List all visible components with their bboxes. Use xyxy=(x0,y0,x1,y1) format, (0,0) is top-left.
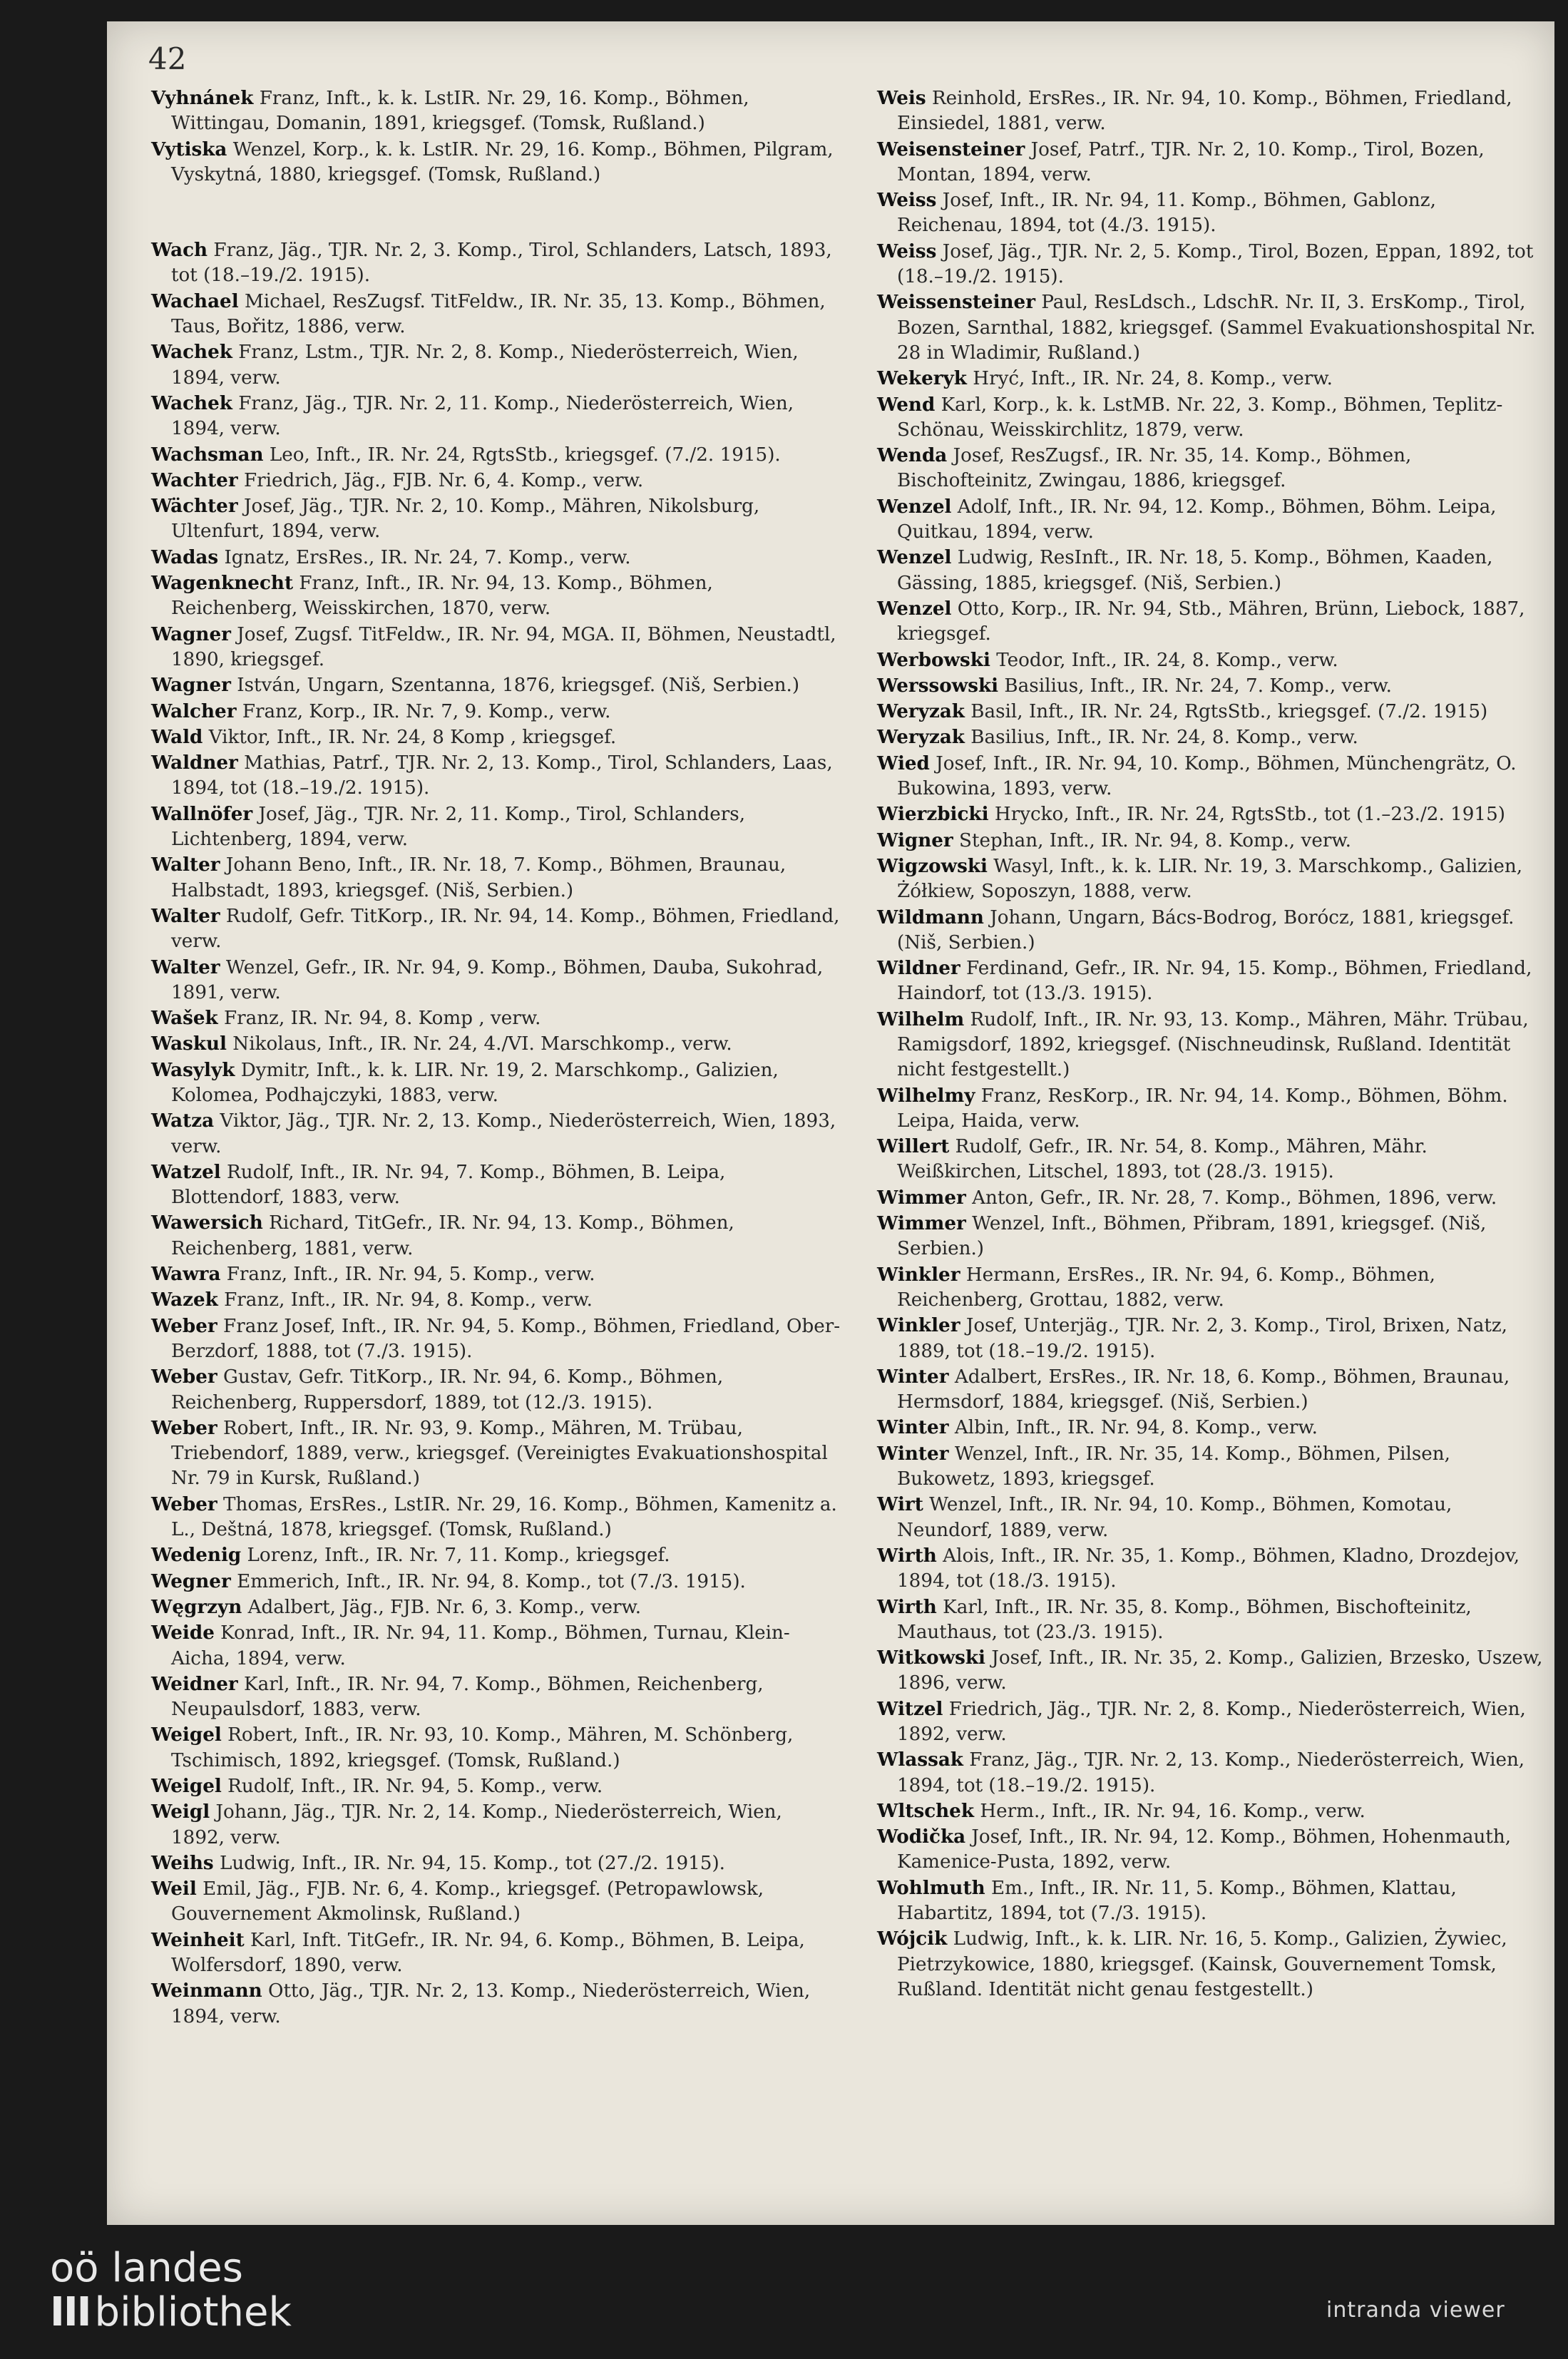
register-entry xyxy=(877,956,1547,1007)
entry-surname: Wenzel xyxy=(877,495,952,518)
entry-surname: Wohlmuth xyxy=(877,1876,985,1899)
entry-surname: Weryzak xyxy=(877,726,965,749)
register-entry xyxy=(877,1007,1547,1083)
entry-details: Anton, Gefr., IR. Nr. 28, 7. Komp., Böhmen, 1896, verw. xyxy=(965,1187,1497,1209)
register-entry xyxy=(151,1569,841,1595)
entry-surname: Wachter xyxy=(151,469,238,491)
entry-surname: Wend xyxy=(877,393,936,416)
entry-details: Franz, Lstm., TJR. Nr. 2, 8. Komp., Niederösterreich, Wien, 1894, verw. xyxy=(171,342,799,389)
entry-surname: Weidner xyxy=(151,1672,238,1695)
entry-surname: Wimmer xyxy=(877,1212,966,1235)
entry-surname: Weissensteiner xyxy=(877,291,1036,314)
register-entry xyxy=(151,1160,841,1211)
section-gap xyxy=(151,188,841,237)
entry-surname: Wenzel xyxy=(877,597,952,620)
entry-details: Alois, Inft., IR. Nr. 35, 1. Komp., Böhmen, Kladno, Drozdejov, 1894, tot (18./3. 1915). xyxy=(897,1545,1520,1592)
register-entry xyxy=(151,955,841,1006)
entry-surname: Weinmann xyxy=(151,1980,262,2002)
register-entry xyxy=(151,442,841,468)
entry-details: Josef, Unterjäg., TJR. Nr. 2, 3. Komp., Tirol, Brixen, Natz, 1889, tot (18.–19./2. 1915). xyxy=(897,1315,1507,1362)
register-entry xyxy=(877,1134,1547,1185)
register-entry xyxy=(151,1314,841,1365)
entry-details: Viktor, Inft., IR. Nr. 24, 8 Komp , kriegsgef. xyxy=(203,726,617,748)
library-logo-word: bibliothek xyxy=(94,2289,292,2335)
entry-details: Ignatz, ErsRes., IR. Nr. 24, 7. Komp., verw. xyxy=(218,546,631,568)
entry-surname: Weis xyxy=(877,87,926,109)
register-entry xyxy=(877,1364,1547,1416)
entry-details: Emil, Jäg., FJB. Nr. 6, 4. Komp., kriegsgef. (Petropawlowsk, Gouvernement Akmolinsk, Rußland.) xyxy=(171,1878,764,1925)
entry-details: Josef, Zugsf. TitFeldw., IR. Nr. 94, MGA. II, Böhmen, Neustadtl, 1890, kriegsgef. xyxy=(171,623,836,670)
entry-details: Franz, Inft., k. k. LstIR. Nr. 29, 16. Komp., Böhmen, Wittingau, Domanin, 1891, kriegsgef. (Tomsk, Rußland.) xyxy=(171,88,749,135)
register-entry xyxy=(151,1774,841,1799)
register-entry xyxy=(151,1851,841,1876)
entry-details: Franz, Inft., IR. Nr. 94, 5. Komp., verw. xyxy=(220,1264,595,1286)
entry-surname: Wirth xyxy=(877,1595,937,1618)
register-entry xyxy=(877,137,1547,188)
entry-details: Rudolf, Inft., IR. Nr. 93, 13. Komp., Mähren, Mähr. Trübau, Ramigsdorf, 1892, kriegsgef. (Nischneudinsk, Rußland. Identität nicht festgestellt.) xyxy=(897,1008,1529,1081)
register-entry xyxy=(151,1876,841,1928)
entry-details: Paul, ResLdsch., LdschR. Nr. II, 3. ErsKomp., Tirol, Bozen, Sarnthal, 1882, kriegsgef. (Sammel Evakuationshospital Nr. 28 in Wladimir, Rußland.) xyxy=(897,292,1536,364)
entry-surname: Wadas xyxy=(151,546,219,568)
entry-details: Michael, ResZugsf. TitFeldw., IR. Nr. 35, 13. Komp., Böhmen, Taus, Bořitz, 1886, verw. xyxy=(171,290,826,338)
register-entry xyxy=(151,852,841,904)
entry-details: Franz, Jäg., TJR. Nr. 2, 13. Komp., Niederösterreich, Wien, 1894, tot (18.–19./2. 1915). xyxy=(897,1749,1525,1796)
entry-details: Basilius, Inft., IR. Nr. 24, 8. Komp., verw. xyxy=(964,727,1358,749)
viewer-label: intranda viewer xyxy=(1326,2298,1505,2323)
entry-details: Wenzel, Inft., IR. Nr. 35, 14. Komp., Böhmen, Pilsen, Bukowetz, 1893, kriegsgef. xyxy=(897,1443,1450,1490)
entry-details: Ludwig, Inft., IR. Nr. 94, 15. Komp., tot (27./2. 1915). xyxy=(213,1852,725,1874)
register-entry xyxy=(151,545,841,570)
entry-surname: Weigl xyxy=(151,1801,210,1823)
entry-details: Josef, Jäg., TJR. Nr. 2, 10. Komp., Mähren, Nikolsburg, Ultenfurt, 1894, verw. xyxy=(171,496,760,543)
entry-surname: Witzel xyxy=(877,1697,943,1720)
register-entry xyxy=(877,1262,1547,1314)
entry-details: István, Ungarn, Szentanna, 1876, kriegsgef. (Niš, Serbien.) xyxy=(230,675,800,697)
entry-details: Stephan, Inft., IR. Nr. 94, 8. Komp., verw. xyxy=(953,829,1351,851)
entry-details: Friedrich, Jäg., TJR. Nr. 2, 8. Komp., Niederösterreich, Wien, 1892, verw. xyxy=(897,1698,1526,1745)
entry-details: Franz, Inft., IR. Nr. 94, 8. Komp., verw. xyxy=(217,1289,593,1311)
entry-surname: Winkler xyxy=(877,1263,960,1286)
entry-surname: Weisensteiner xyxy=(877,138,1025,160)
entry-details: Basil, Inft., IR. Nr. 24, RgtsStb., kriegsgef. (7./2. 1915) xyxy=(964,701,1488,723)
entry-details: Josef, Jäg., TJR. Nr. 2, 5. Komp., Tirol, Bozen, Eppan, 1892, tot (18.–19./2. 1915). xyxy=(897,240,1534,288)
register-entry xyxy=(151,1058,841,1109)
entry-details: Friedrich, Jäg., FJB. Nr. 6, 4. Komp., verw. xyxy=(237,469,644,491)
entry-details: Adalbert, ErsRes., IR. Nr. 18, 6. Komp., Böhmen, Braunau, Hermsdorf, 1884, kriegsgef. (Niš, Serbien.) xyxy=(897,1366,1510,1413)
entry-details: Wasyl, Inft., k. k. LIR. Nr. 19, 3. Marschkomp., Galizien, Żółkiew, Soposzyn, 1888, verw. xyxy=(897,855,1523,903)
entry-surname: Winter xyxy=(877,1442,949,1465)
register-entry xyxy=(151,289,841,340)
entry-surname: Vytiska xyxy=(151,138,227,160)
entry-details: Robert, Inft., IR. Nr. 93, 9. Komp., Mähren, M. Trübau, Triebendorf, 1889, verw., kriegsgef. (Vereinigtes Evakuationshospital Nr. 79 in Kursk, Rußland.) xyxy=(171,1417,828,1490)
register-entry xyxy=(151,237,841,289)
register-entry xyxy=(151,1722,841,1774)
entry-details: Adolf, Inft., IR. Nr. 94, 12. Komp., Böhmen, Böhm. Leipa, Quitkau, 1894, verw. xyxy=(897,496,1497,543)
entry-surname: Wierzbicki xyxy=(877,803,989,826)
register-entry xyxy=(877,392,1547,444)
entry-details: Josef, Inft., IR. Nr. 94, 10. Komp., Böhmen, Münchengrätz, O. Bukowina, 1893, verw. xyxy=(897,752,1517,800)
entry-surname: Weigel xyxy=(151,1775,222,1797)
entry-details: Franz, IR. Nr. 94, 8. Komp , verw. xyxy=(217,1008,541,1030)
entry-details: Thomas, ErsRes., LstIR. Nr. 29, 16. Komp., Böhmen, Kamenitz a. L., Deštná, 1878, kriegsgef. (Tomsk, Rußland.) xyxy=(171,1493,837,1541)
entry-surname: Wirt xyxy=(877,1493,923,1516)
entry-surname: Wildner xyxy=(877,957,960,980)
entry-details: Josef, Patrf., TJR. Nr. 2, 10. Komp., Tirol, Bozen, Montan, 1894, verw. xyxy=(897,138,1485,185)
entry-surname: Wächter xyxy=(151,495,238,518)
register-entry xyxy=(151,1492,841,1543)
entry-details: Rudolf, Gefr. TitKorp., IR. Nr. 94, 14. Komp., Böhmen, Friedland, verw. xyxy=(171,905,840,953)
entry-surname: Wachsman xyxy=(151,443,264,466)
entry-surname: Vyhnánek xyxy=(151,87,254,109)
register-entry xyxy=(151,750,841,802)
entry-details: Josef, Inft., IR. Nr. 94, 12. Komp., Böhmen, Hohenmauth, Kamenice-Pusta, 1892, verw. xyxy=(897,1826,1512,1873)
register-entry xyxy=(877,443,1547,494)
entry-surname: Weihs xyxy=(151,1851,214,1874)
entry-details: Josef, ResZugsf., IR. Nr. 35, 14. Komp., Böhmen, Bischofteinitz, Zwingau, 1886, kriegsgef. xyxy=(897,445,1412,492)
register-entry xyxy=(151,904,841,955)
entry-surname: Wawra xyxy=(151,1263,221,1286)
register-entry xyxy=(151,391,841,442)
library-logo-line2 xyxy=(50,2291,292,2335)
register-entry xyxy=(877,1492,1547,1543)
entry-surname: Wenda xyxy=(877,444,948,467)
register-entry xyxy=(151,1928,841,1979)
entry-details: Franz, Korp., IR. Nr. 7, 9. Komp., verw. xyxy=(236,700,611,722)
register-entry xyxy=(877,596,1547,648)
entry-details: Emmerich, Inft., IR. Nr. 94, 8. Komp., tot (7./3. 1915). xyxy=(230,1570,746,1592)
entry-surname: Winter xyxy=(877,1365,949,1388)
entry-surname: Wald xyxy=(151,725,203,748)
register-entry xyxy=(877,854,1547,905)
register-entry xyxy=(877,802,1547,827)
register-entry xyxy=(877,648,1547,673)
register-entry xyxy=(151,672,841,698)
register-entry xyxy=(151,1005,841,1031)
entry-surname: Wigzowski xyxy=(877,854,988,877)
entry-surname: Weber xyxy=(151,1416,217,1439)
entry-surname: Wirth xyxy=(877,1544,937,1567)
register-entry xyxy=(877,494,1547,546)
register-entry xyxy=(877,828,1547,854)
entry-surname: Wodička xyxy=(877,1826,966,1848)
entry-surname: Winkler xyxy=(877,1314,960,1337)
entry-details: Karl, Inft., IR. Nr. 94, 7. Komp., Böhmen, Reichenberg, Neupaulsdorf, 1883, verw. xyxy=(171,1673,764,1721)
register-entry xyxy=(877,1441,1547,1493)
register-entry xyxy=(151,1620,841,1672)
entry-surname: Wójcik xyxy=(877,1928,948,1950)
entry-details: Rudolf, Inft., IR. Nr. 94, 5. Komp., verw. xyxy=(221,1776,603,1797)
entry-surname: Wašek xyxy=(151,1007,218,1030)
entry-details: Wenzel, Inft., IR. Nr. 94, 10. Komp., Böhmen, Komotau, Neundorf, 1889, verw. xyxy=(897,1494,1452,1541)
register-entry xyxy=(877,905,1547,956)
register-entry xyxy=(151,1542,841,1568)
entry-surname: Witkowski xyxy=(877,1647,985,1669)
register-entry xyxy=(151,1031,841,1057)
register-entry xyxy=(151,339,841,391)
entry-surname: Waskul xyxy=(151,1033,227,1055)
entry-details: Josef, Inft., IR. Nr. 35, 2. Komp., Galizien, Brzesko, Uszew, 1896, verw. xyxy=(897,1647,1543,1694)
register-entry xyxy=(151,493,841,545)
register-entry xyxy=(877,1543,1547,1595)
entry-surname: Wimmer xyxy=(877,1186,966,1209)
entry-surname: Weryzak xyxy=(877,700,965,723)
register-entry xyxy=(151,468,841,493)
register-entry xyxy=(151,86,841,137)
entry-details: Rudolf, Gefr., IR. Nr. 54, 8. Komp., Mähren, Mähr. Weißkirchen, Litschel, 1893, tot (28./3. 1915). xyxy=(897,1136,1428,1183)
entry-surname: Wegner xyxy=(151,1570,231,1592)
entry-details: Wenzel, Gefr., IR. Nr. 94, 9. Komp., Böhmen, Dauba, Sukohrad, 1891, verw. xyxy=(171,956,824,1003)
entry-surname: Wildmann xyxy=(877,906,984,928)
entry-details: Franz, Inft., IR. Nr. 94, 13. Komp., Böhmen, Reichenberg, Weisskirchen, 1870, verw. xyxy=(171,573,713,620)
register-entry xyxy=(151,1978,841,2030)
library-logo-line1: oö landes xyxy=(50,2245,243,2291)
register-entry xyxy=(151,1210,841,1262)
entry-surname: Wagner xyxy=(151,623,231,645)
entry-surname: Wilhelm xyxy=(877,1008,965,1030)
entry-details: Karl, Inft. TitGefr., IR. Nr. 94, 6. Komp., Böhmen, B. Leipa, Wolfersdorf, 1890, verw. xyxy=(171,1929,805,1977)
entry-details: Hryć, Inft., IR. Nr. 24, 8. Komp., verw. xyxy=(966,368,1333,390)
register-entry xyxy=(151,1416,841,1492)
entry-surname: Wachek xyxy=(151,341,232,364)
left-column xyxy=(151,86,841,2030)
entry-surname: Wasylyk xyxy=(151,1058,235,1081)
entry-details: Otto, Korp., IR. Nr. 94, Stb., Mähren, Brünn, Liebock, 1887, kriegsgef. xyxy=(897,598,1525,645)
entry-details: Karl, Korp., k. k. LstMB. Nr. 22, 3. Komp., Böhmen, Teplitz-Schönau, Weisskirchlitz, 1879, verw. xyxy=(897,394,1503,441)
register-entry xyxy=(151,570,841,622)
entry-details: Hermann, ErsRes., IR. Nr. 94, 6. Komp., Böhmen, Reichenberg, Grottau, 1882, verw. xyxy=(897,1264,1435,1311)
entry-surname: Wied xyxy=(877,752,930,774)
entry-surname: Winter xyxy=(877,1416,949,1439)
register-entry xyxy=(877,1926,1547,2002)
register-entry xyxy=(151,1287,841,1313)
register-entry xyxy=(877,1747,1547,1798)
entry-details: Franz Josef, Inft., IR. Nr. 94, 5. Komp., Böhmen, Friedland, Ober-Berzdorf, 1888, tot (7./3. 1915). xyxy=(171,1315,841,1362)
entry-surname: Werbowski xyxy=(877,648,990,671)
register-entry xyxy=(877,290,1547,366)
entry-surname: Wachael xyxy=(151,290,239,312)
entry-surname: Wilhelmy xyxy=(877,1084,975,1107)
entry-details: Josef, Inft., IR. Nr. 94, 11. Komp., Böhmen, Gablonz, Reichenau, 1894, tot (4./3. 1915). xyxy=(897,190,1436,237)
entry-surname: Weide xyxy=(151,1622,215,1644)
document-page xyxy=(107,21,1554,2225)
entry-surname: Weber xyxy=(151,1366,217,1388)
entry-surname: Walter xyxy=(151,904,220,927)
entry-details: Nikolaus, Inft., IR. Nr. 24, 4./VI. Marschkomp., verw. xyxy=(226,1033,732,1055)
register-entry xyxy=(151,137,841,188)
entry-details: Johann Beno, Inft., IR. Nr. 18, 7. Komp., Böhmen, Braunau, Halbstadt, 1893, kriegsgef. (Niš, Serbien.) xyxy=(171,854,786,901)
register-entry xyxy=(151,1799,841,1851)
register-entry xyxy=(151,1108,841,1160)
entry-details: Lorenz, Inft., IR. Nr. 7, 11. Komp., kriegsgef. xyxy=(241,1545,670,1567)
entry-surname: Wekeryk xyxy=(877,367,967,390)
entry-surname: Weil xyxy=(151,1878,197,1900)
entry-surname: Wlassak xyxy=(877,1749,963,1771)
entry-details: Richard, TitGefr., IR. Nr. 94, 13. Komp., Böhmen, Reichenberg, 1881, verw. xyxy=(171,1212,734,1259)
entry-surname: Walcher xyxy=(151,700,237,722)
entry-surname: Weber xyxy=(151,1314,217,1337)
register-entry xyxy=(877,1211,1547,1262)
entry-details: Albin, Inft., IR. Nr. 94, 8. Komp., verw. xyxy=(948,1417,1318,1439)
entry-surname: Weiss xyxy=(877,189,937,212)
entry-surname: Walter xyxy=(151,956,220,978)
entry-details: Franz, Jäg., TJR. Nr. 2, 3. Komp., Tirol, Schlanders, Latsch, 1893, tot (18.–19./2. 1915). xyxy=(171,240,832,287)
entry-details: Karl, Inft., IR. Nr. 35, 8. Komp., Böhmen, Bischofteinitz, Mauthaus, tot (23./3. 1915). xyxy=(897,1596,1472,1643)
register-entry xyxy=(877,1313,1547,1364)
entry-details: Basilius, Inft., IR. Nr. 24, 7. Komp., verw. xyxy=(998,675,1393,697)
entry-surname: Wenzel xyxy=(877,546,952,569)
entry-details: Ludwig, Inft., k. k. LIR. Nr. 16, 5. Komp., Galizien, Żywiec, Pietrzykowice, 1880, kriegsgef. (Kainsk, Gouvernement Tomsk, Rußland. Identität nicht genau festgestellt.) xyxy=(897,1928,1507,2000)
entry-details: Gustav, Gefr. TitKorp., IR. Nr. 94, 6. Komp., Böhmen, Reichenberg, Ruppersdorf, 1889, tot (12./3. 1915). xyxy=(171,1366,724,1413)
register-entry xyxy=(877,1876,1547,1927)
entry-surname: Weiss xyxy=(877,240,937,262)
register-entry xyxy=(151,1262,841,1287)
library-logo-bars: III xyxy=(50,2289,91,2335)
entry-details: Teodor, Inft., IR. 24, 8. Komp., verw. xyxy=(990,649,1338,671)
entry-details: Leo, Inft., IR. Nr. 24, RgtsStb., kriegsgef. (7./2. 1915). xyxy=(263,444,781,466)
entry-details: Franz, Jäg., TJR. Nr. 2, 11. Komp., Niederösterreich, Wien, 1894, verw. xyxy=(171,392,794,440)
entry-details: Em., Inft., IR. Nr. 11, 5. Komp., Böhmen, Klattau, Habartitz, 1894, tot (7./3. 1915). xyxy=(897,1877,1457,1925)
register-entry xyxy=(151,1672,841,1723)
entry-details: Rudolf, Inft., IR. Nr. 94, 7. Komp., Böhmen, B. Leipa, Blottendorf, 1883, verw. xyxy=(171,1161,726,1209)
register-entry xyxy=(877,239,1547,290)
entry-surname: Willert xyxy=(877,1135,950,1158)
entry-details: Wenzel, Korp., k. k. LstIR. Nr. 29, 16. Komp., Böhmen, Pilgram, Vyskytná, 1880, kriegsgef. (Tomsk, Rußland.) xyxy=(171,138,834,185)
register-entry xyxy=(877,1083,1547,1135)
register-entry xyxy=(877,366,1547,392)
library-logo xyxy=(50,2246,292,2335)
register-entry xyxy=(151,725,841,750)
entry-details: Johann, Jäg., TJR. Nr. 2, 14. Komp., Niederösterreich, Wien, 1892, verw. xyxy=(171,1801,782,1848)
entry-surname: Wach xyxy=(151,239,208,262)
register-entry xyxy=(877,673,1547,699)
register-entry xyxy=(877,1697,1547,1748)
entry-details: Reinhold, ErsRes., IR. Nr. 94, 10. Komp., Böhmen, Friedland, Einsiedel, 1881, verw. xyxy=(897,88,1512,135)
register-entry xyxy=(877,1645,1547,1697)
entry-details: Otto, Jäg., TJR. Nr. 2, 13. Komp., Niederösterreich, Wien, 1894, verw. xyxy=(171,1980,811,2027)
entry-surname: Wedenig xyxy=(151,1544,242,1567)
register-entry xyxy=(151,699,841,725)
entry-surname: Wigner xyxy=(877,829,953,851)
entry-surname: Wltschek xyxy=(877,1799,974,1822)
entry-surname: Walter xyxy=(151,854,220,876)
entry-details: Josef, Jäg., TJR. Nr. 2, 11. Komp., Tirol, Schlanders, Lichtenberg, 1894, verw. xyxy=(171,803,746,851)
entry-details: Robert, Inft., IR. Nr. 93, 10. Komp., Mähren, M. Schönberg, Tschimisch, 1892, kriegsgef. (Tomsk, Rußland.) xyxy=(171,1724,794,1771)
register-entry xyxy=(877,699,1547,725)
entry-surname: Weigel xyxy=(151,1724,222,1746)
entry-surname: Wachek xyxy=(151,392,232,414)
entry-details: Adalbert, Jäg., FJB. Nr. 6, 3. Komp., verw. xyxy=(242,1596,642,1618)
entry-surname: Weinheit xyxy=(151,1928,245,1951)
register-entry xyxy=(877,725,1547,750)
entry-details: Wenzel, Inft., Böhmen, Přibram, 1891, kriegsgef. (Niš, Serbien.) xyxy=(897,1213,1487,1260)
register-entry xyxy=(151,622,841,673)
entry-details: Viktor, Jäg., TJR. Nr. 2, 13. Komp., Niederösterreich, Wien, 1893, verw. xyxy=(171,1110,836,1157)
register-entry xyxy=(877,1798,1547,1824)
register-entry xyxy=(877,751,1547,802)
register-entry xyxy=(877,1595,1547,1646)
page-number: 42 xyxy=(148,41,187,76)
register-entry xyxy=(151,802,841,853)
entry-surname: Wazek xyxy=(151,1289,218,1311)
entry-surname: Weber xyxy=(151,1493,217,1515)
entry-surname: Węgrzyn xyxy=(151,1595,242,1618)
entry-surname: Wagenknecht xyxy=(151,572,294,595)
register-entry xyxy=(151,1364,841,1416)
entry-surname: Wagner xyxy=(151,674,231,697)
entry-surname: Watzel xyxy=(151,1160,221,1183)
entry-surname: Waldner xyxy=(151,752,238,774)
entry-surname: Werssowski xyxy=(877,674,999,697)
entry-details: Mathias, Patrf., TJR. Nr. 2, 13. Komp., Tirol, Schlanders, Laas, 1894, tot (18.–19./2. 1915). xyxy=(171,752,833,799)
entry-details: Konrad, Inft., IR. Nr. 94, 11. Komp., Böhmen, Turnau, Klein-Aicha, 1894, verw. xyxy=(171,1622,790,1669)
entry-details: Hrycko, Inft., IR. Nr. 24, RgtsStb., tot (1.–23./2. 1915) xyxy=(988,804,1505,826)
register-entry xyxy=(877,1185,1547,1211)
entry-details: Franz, ResKorp., IR. Nr. 94, 14. Komp., Böhmen, Böhm. Leipa, Haida, verw. xyxy=(897,1085,1508,1132)
register-entry xyxy=(151,1595,841,1620)
register-entry xyxy=(877,545,1547,596)
entry-surname: Watza xyxy=(151,1110,215,1132)
register-entry xyxy=(877,1415,1547,1441)
right-column xyxy=(877,86,1547,2002)
entry-details: Ludwig, ResInft., IR. Nr. 18, 5. Komp., Böhmen, Kaaden, Gässing, 1885, kriegsgef. (Niš, Serbien.) xyxy=(897,547,1493,594)
register-entry xyxy=(877,1824,1547,1876)
register-entry xyxy=(877,188,1547,239)
register-entry xyxy=(877,86,1547,137)
entry-details: Ferdinand, Gefr., IR. Nr. 94, 15. Komp., Böhmen, Friedland, Haindorf, tot (13./3. 1915). xyxy=(897,958,1532,1005)
entry-details: Dymitr, Inft., k. k. LIR. Nr. 19, 2. Marschkomp., Galizien, Kolomea, Podhajczyki, 1883, verw. xyxy=(171,1059,779,1106)
entry-details: Johann, Ungarn, Bács-Bodrog, Borócz, 1881, kriegsgef. (Niš, Serbien.) xyxy=(897,906,1515,953)
entry-surname: Wallnöfer xyxy=(151,802,253,825)
entry-surname: Wawersich xyxy=(151,1212,263,1234)
entry-details: Herm., Inft., IR. Nr. 94, 16. Komp., verw. xyxy=(974,1800,1365,1822)
